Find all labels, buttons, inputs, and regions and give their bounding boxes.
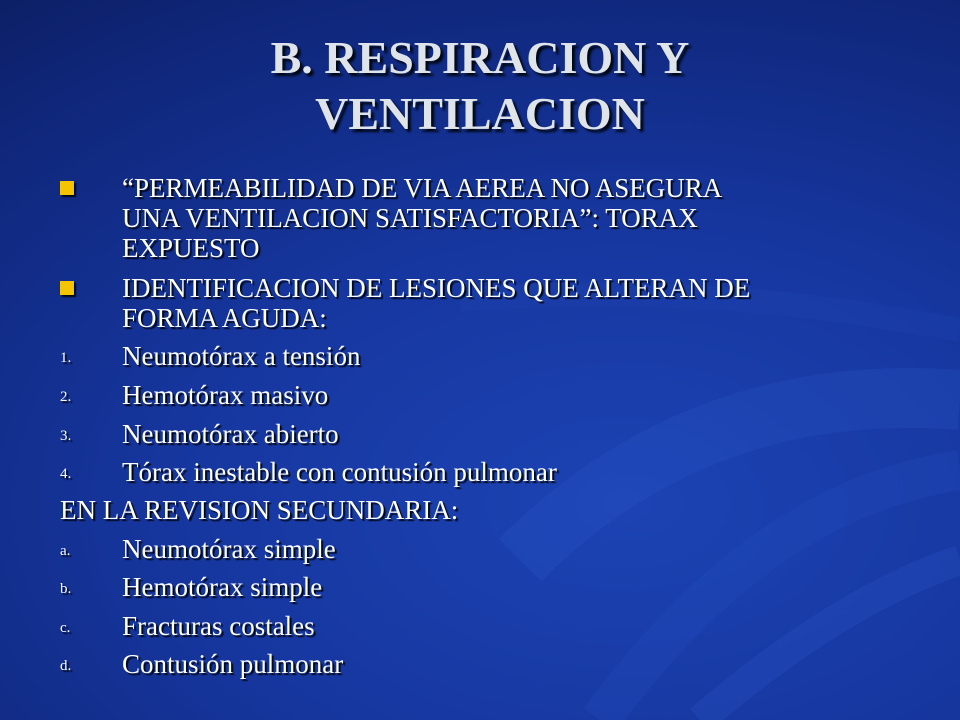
list-marker: 4. — [60, 466, 72, 482]
bullet-1-line-3: EXPUESTO — [122, 233, 260, 263]
bullet-1-line-2: UNA VENTILACION SATISFACTORIA”: TORAX — [122, 203, 698, 233]
lettered-item-c — [60, 608, 920, 644]
list-marker: 1. — [60, 350, 72, 366]
title-line-1: B. RESPIRACION Y — [270, 32, 690, 83]
lettered-item-b — [60, 569, 920, 605]
bullet-item-2 — [60, 274, 920, 332]
numbered-item-3 — [60, 416, 920, 452]
list-marker: a. — [60, 543, 71, 559]
numbered-item-2 — [60, 377, 920, 413]
numbered-item-4 — [60, 454, 920, 490]
list-marker: d. — [60, 658, 72, 674]
bullet-1-line-1: “PERMEABILIDAD DE VIA AEREA NO ASEGURA — [122, 173, 723, 203]
list-marker: 3. — [60, 428, 72, 444]
bullet-item-1 — [60, 173, 920, 263]
square-bullet-icon — [60, 281, 74, 295]
list-item-text: Hemotórax masivo — [122, 380, 329, 410]
secondary-review-heading: EN LA REVISION SECUNDARIA: — [60, 495, 459, 525]
list-item-text: Hemotórax simple — [122, 572, 323, 602]
list-item-text: Neumotórax abierto — [122, 419, 339, 449]
list-item-text: Neumotórax a tensión — [122, 341, 361, 371]
list-marker: b. — [60, 581, 72, 597]
list-item-text: Tórax inestable con contusión pulmonar — [122, 457, 557, 487]
list-marker: c. — [60, 620, 71, 636]
slide-title — [60, 30, 900, 142]
title-line-2: VENTILACION — [315, 88, 645, 139]
bullet-2-line-1: IDENTIFICACION DE LESIONES QUE ALTERAN DE — [122, 273, 751, 303]
list-item-text: Contusión pulmonar — [122, 649, 344, 679]
numbered-item-1 — [60, 338, 920, 374]
lettered-item-d — [60, 646, 920, 682]
list-item-text: Neumotórax simple — [122, 534, 336, 564]
list-marker: 2. — [60, 389, 72, 405]
square-bullet-icon — [60, 181, 74, 195]
lettered-item-a — [60, 531, 920, 567]
bullet-2-line-2: FORMA AGUDA: — [122, 303, 327, 333]
list-item-text: Fracturas costales — [122, 611, 315, 641]
